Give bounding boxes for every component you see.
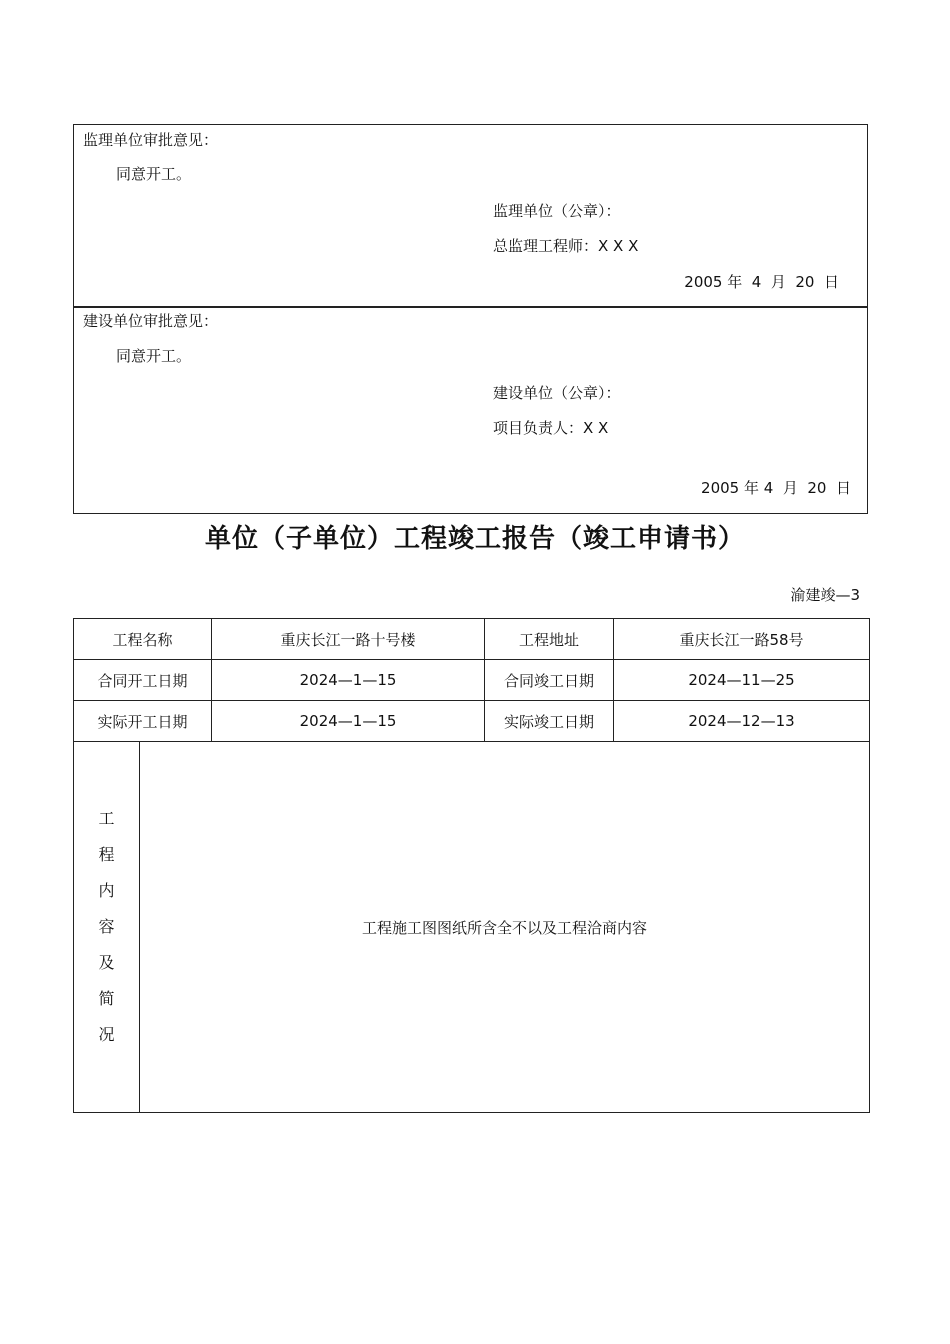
report-title: 单位（子单位）工程竣工报告（竣工申请书） bbox=[204, 524, 745, 554]
contract-completion-label: 合同竣工日期 bbox=[485, 660, 614, 701]
project-info-table bbox=[73, 618, 870, 1113]
construction-manager-line bbox=[493, 419, 608, 437]
content-label-char: 工 bbox=[98, 809, 115, 828]
project-address-label: 工程地址 bbox=[485, 619, 614, 660]
construction-seal-label: 建设单位（公章）： bbox=[493, 384, 621, 402]
content-description: 工程施工图图纸所含全不以及工程洽商内容 bbox=[140, 742, 870, 1113]
content-label-char: 容 bbox=[98, 917, 115, 936]
table-row bbox=[74, 619, 870, 660]
actual-start-label: 实际开工日期 bbox=[74, 701, 212, 742]
project-address-value: 重庆长江一路58号 bbox=[614, 619, 870, 660]
supervision-approval-box bbox=[73, 124, 868, 308]
construction-opinion: 同意开工。 bbox=[116, 347, 192, 365]
form-code: 渝建竣—3 bbox=[790, 586, 860, 604]
content-label-char: 及 bbox=[98, 953, 115, 972]
content-label-vertical bbox=[74, 801, 139, 1053]
table-row bbox=[74, 660, 870, 701]
table-row bbox=[74, 701, 870, 742]
construction-manager-label: 项目负责人： bbox=[493, 419, 584, 437]
contract-completion-value: 2024—11—25 bbox=[614, 660, 870, 701]
actual-completion-label: 实际竣工日期 bbox=[485, 701, 614, 742]
supervision-seal-label: 监理单位（公章）： bbox=[493, 202, 621, 220]
construction-approval-box bbox=[73, 306, 868, 514]
actual-completion-value: 2024—12—13 bbox=[614, 701, 870, 742]
table-row bbox=[74, 742, 870, 1113]
content-label-char: 简 bbox=[98, 989, 115, 1008]
construction-manager-name: X X bbox=[583, 419, 609, 437]
supervision-opinion: 同意开工。 bbox=[116, 165, 192, 183]
content-label-char: 况 bbox=[98, 1025, 115, 1044]
project-name-label: 工程名称 bbox=[74, 619, 212, 660]
supervision-engineer-name: X X X bbox=[598, 237, 639, 255]
supervision-engineer-line bbox=[493, 237, 638, 255]
contract-start-label: 合同开工日期 bbox=[74, 660, 212, 701]
construction-date: 2005 年 4 月 20 日 bbox=[701, 479, 851, 497]
supervision-heading: 监理单位审批意见： bbox=[83, 131, 219, 149]
supervision-date: 2005 年 4 月 20 日 bbox=[684, 273, 839, 291]
content-label-char: 程 bbox=[98, 845, 115, 864]
contract-start-value: 2024—1—15 bbox=[212, 660, 485, 701]
actual-start-value: 2024—1—15 bbox=[212, 701, 485, 742]
project-name-value: 重庆长江一路十号楼 bbox=[212, 619, 485, 660]
content-label-cell bbox=[74, 742, 140, 1113]
content-label-char: 内 bbox=[98, 881, 115, 900]
supervision-engineer-label: 总监理工程师： bbox=[493, 237, 599, 255]
construction-heading: 建设单位审批意见： bbox=[83, 312, 219, 330]
